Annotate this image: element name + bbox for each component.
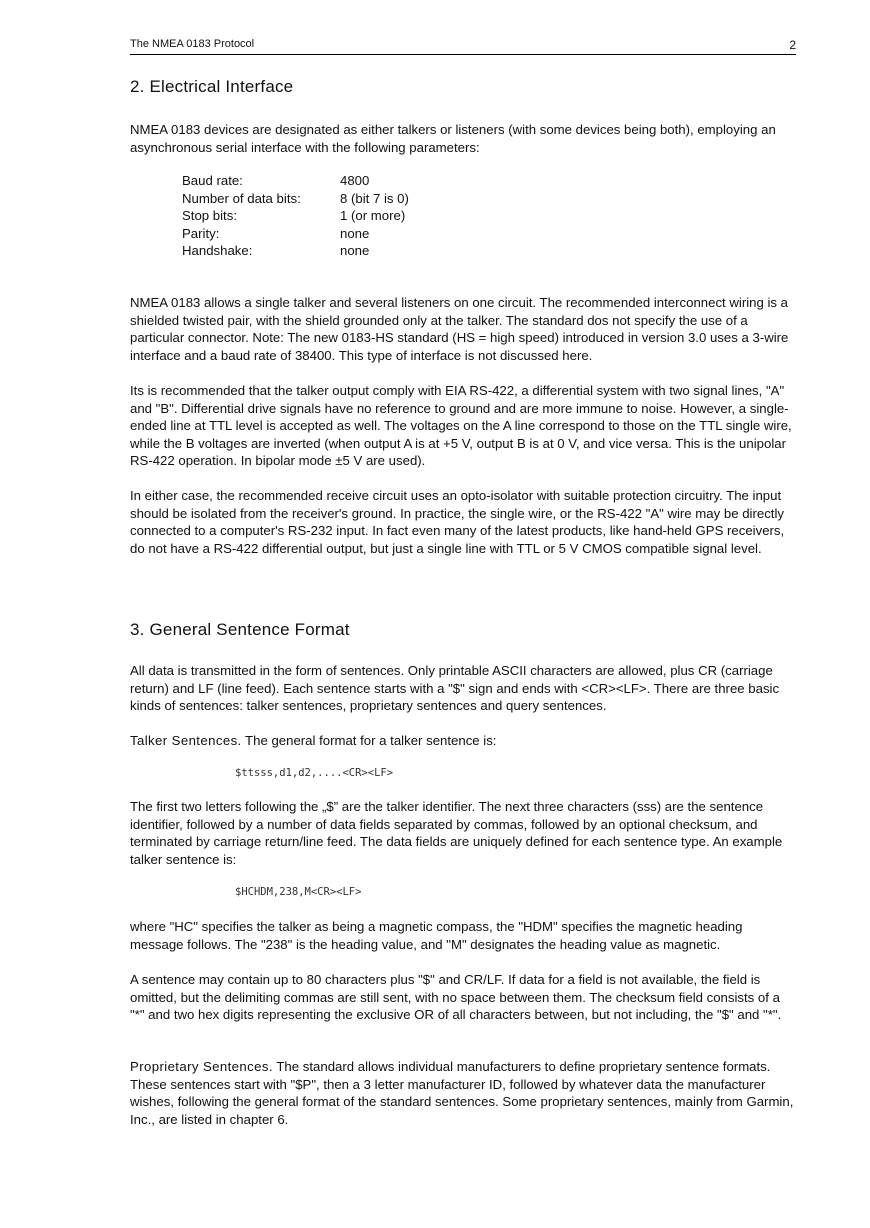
section-2-paragraph-3: In either case, the recommended receive circuit uses an opto-isolator with suitable protection circuitry. The input should be isolated from the receiver's ground. In practice, the single wire, or the RS-422 "A" wire may be directly connected to a computer's RS-232 input. In fact even many of the latest products, like hand-held GPS receivers, do not have a RS-422 differential output, but just a single line with TTL or 5 V CMOS compatible signal level. (130, 488, 785, 556)
talker-format-code: $ttsss,d1,d2,....<CR><LF> (235, 767, 394, 779)
param-value: none (340, 243, 370, 258)
serial-parameters-table (182, 172, 409, 260)
section-3-paragraph-4: A sentence may contain up to 80 characters plus "$" and CR/LF. If data for a field is not available, the field is omitted, but the delimiting commas are still sent, with no space between them. The checksum field consists of a "*" and two hex digits representing the exclusive OR of all characters between, but not including, the "$" and "*". (130, 972, 782, 1022)
section-2-paragraph-2: Its is recommended that the talker output comply with EIA RS-422, a differential system with two signal lines, "A" and "B". Differential drive signals have no reference to ground and are more immune to noise. However, a single-ended line at TTL level is accepted as well. The voltages on the A line correspond to those on the TTL single wire, while the B voltages are inverted (when output A is at +5 V, output B is at 0 V, and vice versa. This is the unipolar RS-422 operation. In bipolar mode ±5 V are used). (130, 383, 792, 468)
param-label: Number of data bits: (182, 190, 301, 206)
param-row (182, 190, 409, 208)
example-sentence-code: $HCHDM,238,M<CR><LF> (235, 886, 362, 898)
section-3-paragraph-2: The first two letters following the „$” are the talker identifier. The next three characters (sss) are the sentence identifier, followed by a number of data fields separated by commas, followed by an optional checksum, and terminated by carriage return/line feed. The data fields are uniquely defined for each sentence type. An example talker sentence is: (130, 799, 783, 867)
section-3-paragraph-1: All data is transmitted in the form of sentences. Only printable ASCII characters are allowed, plus CR (carriage return) and LF (line feed). Each sentence starts with a "$" sign and ends with <CR><LF>. There are three basic kinds of sentences: talker sentences, proprietary sentences and query sentences. (130, 663, 780, 713)
param-value: 1 (or more) (340, 208, 406, 223)
param-row (182, 225, 409, 243)
param-value: 8 (bit 7 is 0) (340, 190, 409, 206)
page-number: 2 (789, 38, 796, 52)
proprietary-sentences-paragraph (130, 1058, 796, 1128)
param-row (182, 172, 409, 190)
param-label: Parity: (182, 225, 220, 241)
talker-sentences-text: The general format for a talker sentence is: (241, 733, 497, 748)
section-2-heading: 2. Electrical Interface (130, 77, 294, 96)
param-label: Stop bits: (182, 208, 237, 223)
header-title: The NMEA 0183 Protocol (130, 38, 255, 50)
param-label: Baud rate: (182, 173, 243, 188)
param-row (182, 207, 409, 225)
running-header (130, 38, 796, 55)
section-3-paragraph-3: where "HC" specifies the talker as being a magnetic compass, the "HDM" specifies the magnetic heading message follows. The "238" is the heading value, and "M" designates the heading value as magnetic. (130, 919, 743, 952)
param-value: none (340, 225, 370, 241)
talker-sentences-paragraph (130, 732, 796, 750)
param-row (182, 242, 409, 260)
param-value: 4800 (340, 173, 370, 188)
param-label: Handshake: (182, 243, 253, 258)
proprietary-sentences-text: The standard allows individual manufacturers to define proprietary sentence formats. These sentences start with "$P", then a 3 letter manufacturer ID, followed by whatever data the manufacturer wishes, following the general format of the standard sentences. Some proprietary sentences, mainly from Garmin, Inc., are listed in chapter 6. (130, 1059, 794, 1127)
section-2-paragraph-1: NMEA 0183 allows a single talker and several listeners on one circuit. The recommended interconnect wiring is a shielded twisted pair, with the shield grounded only at the talker. The standard dos not specify the use of a particular connector. Note: The new 0183-HS standard (HS = high speed) introduced in version 3.0 uses a 3-wire interface and a baud rate of 38400. This type of interface is not discussed here. (130, 295, 789, 363)
section-2-intro: NMEA 0183 devices are designated as either talkers or listeners (with some devices being both), employing an asynchronous serial interface with the following parameters: (130, 122, 776, 155)
section-3-heading: 3. General Sentence Format (130, 620, 350, 639)
talker-sentences-lead: Talker Sentences. (130, 733, 242, 748)
proprietary-sentences-lead: Proprietary Sentences. (130, 1059, 273, 1074)
